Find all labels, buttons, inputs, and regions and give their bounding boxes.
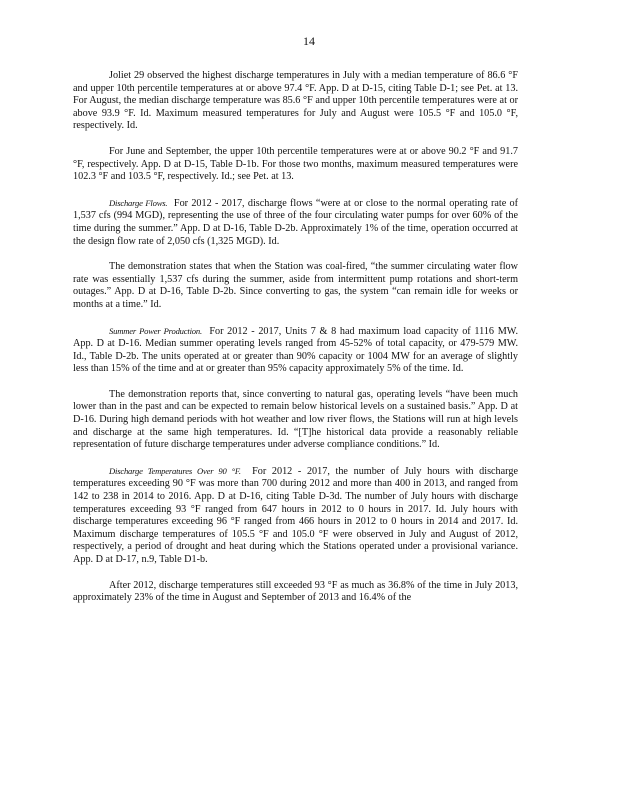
section-heading: Summer Power Production. [109, 325, 202, 336]
paragraph-text: For 2012 - 2017, Units 7 & 8 had maximum load capacity of 1116 MW. App. D at D-16. Median summer operating levels ranged from 45-52% of total capacity, or 479-579 MW. Id., Table D-2b. The units operated at or greater than 90% capacity or 1004 MW for an average of slightly less than 15% of the time and at or greater than 95% capacity approximately 5% of the time. Id. [73, 325, 518, 375]
paragraph [73, 261, 518, 311]
paragraph-text: The demonstration reports that, since converting to natural gas, operating levels “have been much lower than in the past and can be expected to remain below historical levels on a sustained basis.” App. D at D-16. During high demand periods with hot weather and low river flows, the Stations will run at high levels and discharge at the same high temperatures. Id. “[T]he historical data provide a reasonably reliable representation of future discharge temperatures under adverse compliance conditions.” Id. [73, 388, 518, 451]
paragraph [73, 146, 518, 184]
paragraph [73, 197, 518, 248]
paragraph [73, 70, 518, 133]
paragraph-text: After 2012, discharge temperatures still exceeded 93 °F as much as 36.8% of the time in July 2013, approximately 23% of the time in August and September of 2013 and 16.4% of the [73, 579, 518, 604]
paragraph-text: For 2012 - 2017, discharge flows “were at or close to the normal operating rate of 1,537 cfs (994 MGD), representing the use of three of the four circulating water pumps for over 60% of the time during the summer.” App. D at D-16, Table D-2b. Approximately 1% of the time, operation occurred at the design flow rate of 2,050 cfs (1,325 MGD). Id. [73, 197, 519, 247]
paragraph-text: The demonstration states that when the Station was coal-fired, “the summer circulating water flow rate was essentially 1,537 cfs during the summer, aside from intermittent pump rotations and short-term outages.” App. D at D-16, Table D-2b. Since converting to gas, the system “can remain idle for weeks or months at a time.” Id. [73, 261, 518, 310]
body-text [73, 70, 518, 605]
paragraph [73, 325, 518, 376]
paragraph-text: Joliet 29 observed the highest discharge temperatures in July with a median temperature of 86.6 °F and upper 10th percentile temperatures at or above 97.4 °F. App. D at D-15, citing Table D-1; see Pet. at 13. For August, the median discharge temperature was 85.6 °F and upper 10th percentile temperatures were at or above 93.9 °F. Id. Maximum measured temperatures for July and August were 105.5 °F and 105.0 °F, respectively. Id. [73, 70, 518, 132]
paragraph-text: For June and September, the upper 10th percentile temperatures were at or above 90.2 °F and 91.7 °F, respectively. App. D at D-15, Table D-1b. For those two months, maximum measured temperatures were 102.3 °F and 103.5 °F, respectively. Id.; see Pet. at 13. [73, 145, 518, 183]
paragraph [73, 389, 518, 452]
section-heading: Discharge Temperatures Over 90 °F. [109, 465, 241, 476]
paragraph [73, 580, 518, 605]
paragraph-text: For 2012 - 2017, the number of July hours with discharge temperatures exceeding 90 °F was more than 700 during 2012 and more than 400 in 2013, and ranged from 142 to 238 in 2014 to 2016. App. D at D-16, citing Table D-3d. The number of July hours with discharge temperatures exceeding 93 °F ranged from 647 hours in 2012 to 0 hours in 2017. Id. July hours with discharge temperatures exceeding 96 °F ranged from 466 hours in 2012 to 0 hours in 2014 and 2017. Id. Maximum discharge temperatures of 105.5 °F and 105.0 °F were observed in July and August of 2012, respectively, a period of drought and heat during which the Stations operated under a provisional variance. App. D at D-17, n.9, Table D1-b. [73, 465, 518, 565]
paragraph [73, 465, 518, 567]
page-number: 14 [303, 34, 315, 48]
section-heading: Discharge Flows. [109, 197, 168, 208]
